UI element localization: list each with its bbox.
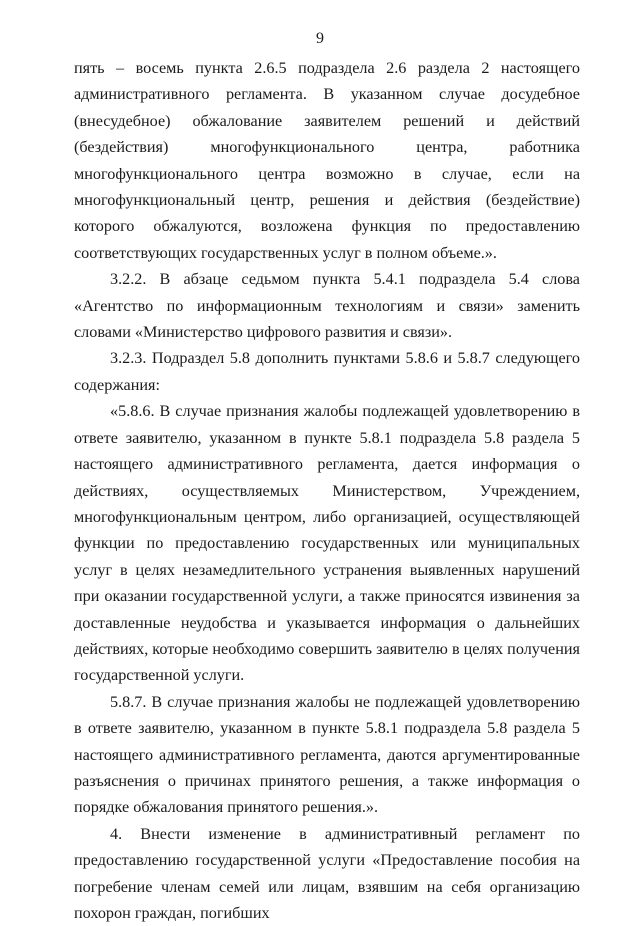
paragraph-5-8-7: 5.8.7. В случае признания жалобы не подлежащей удовлетворению в ответе заявителю, указанном в пункте 5.8.1 подраздела 5.8 раздела 5 настоящего административного регламента, даются аргументированные разъяснения о причинах принятого решения, а также информация о порядке обжалования принятого решения.».: [74, 692, 580, 817]
paragraph-4: 4. Внести изменение в административный регламент по предоставлению государственной услуги «Предоставление пособия на погребение членам семей или лицам, взявшим на себя организацию похорон граждан, погибших: [74, 824, 580, 922]
page-number: 9: [316, 30, 324, 47]
document-body: [74, 55, 580, 926]
paragraph-3-2-3: 3.2.3. Подраздел 5.8 дополнить пунктами 5.8.6 и 5.8.7 следующего содержания:: [74, 349, 580, 394]
paragraph-3-2-2: 3.2.2. В абзаце седьмом пункта 5.4.1 подраздела 5.4 слова «Агентство по информационным технологиям и связи» заменить словами «Министерство цифрового развития и связи».: [74, 270, 580, 342]
paragraph-continuation: пять – восемь пункта 2.6.5 подраздела 2.6 раздела 2 настоящего административного регламента. В указанном случае досудебное (внесудебное) обжалование заявителем решений и действий (бездействия) многофункционального центра, работника многофункционального центра возможно в случае, если на многофункциональный центр, решения и действия (бездействие) которого обжалуются, возложена функция по предоставлению соответствующих государственных услуг в полном объеме.».: [74, 59, 580, 262]
paragraph-5-8-6: «5.8.6. В случае признания жалобы подлежащей удовлетворению в ответе заявителю, указанном в пункте 5.8.1 подраздела 5.8 раздела 5 настоящего административного регламента, дается информация о действиях, осуществляемых Министерством, Учреждением, многофункциональным центром, либо организацией, осуществляющей функции по предоставлению государственных или муниципальных услуг в целях незамедлительного устранения выявленных нарушений при оказании государственной услуги, а также приносятся извинения за доставленные неудобства и указывается информация о дальнейших действиях, которые необходимо совершить заявителю в целях получения государственной услуги.: [74, 402, 580, 685]
